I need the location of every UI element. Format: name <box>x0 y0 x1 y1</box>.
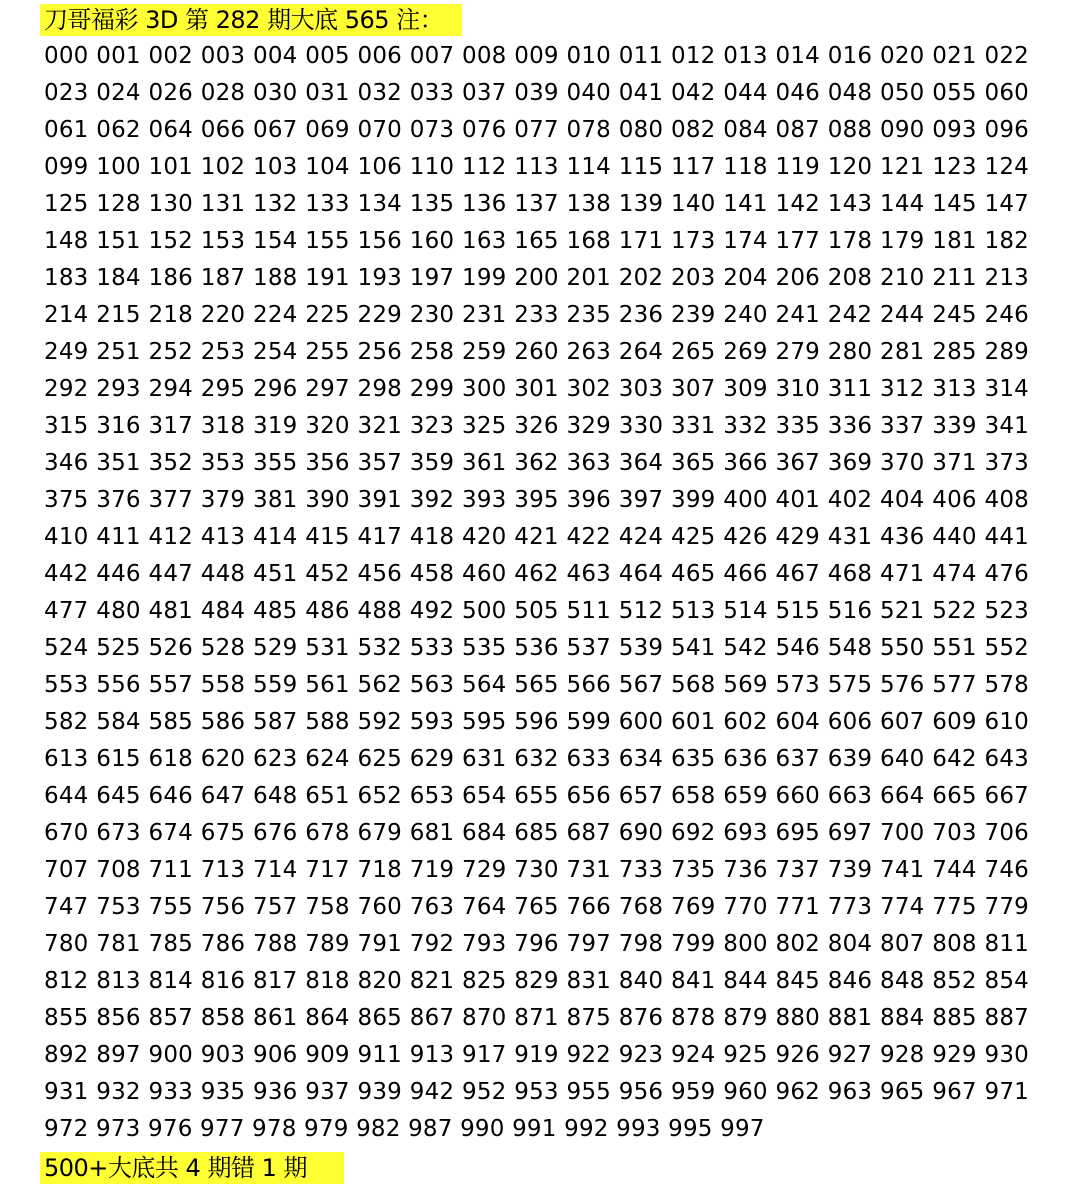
number-row: 855 856 857 858 861 864 865 867 870 871 875 876 878 879 880 881 884 885 887 <box>44 1005 1029 1031</box>
number-row: 644 645 646 647 648 651 652 653 654 655 656 657 658 659 660 663 664 665 667 <box>44 783 1029 809</box>
number-row: 346 351 352 353 355 356 357 359 361 362 363 364 365 366 367 369 370 371 373 <box>44 450 1029 476</box>
number-row: 613 615 618 620 623 624 625 629 631 632 633 634 635 636 637 639 640 642 643 <box>44 746 1029 772</box>
number-row: 315 316 317 318 319 320 321 323 325 326 329 330 331 332 335 336 337 339 341 <box>44 413 1029 439</box>
footer-note: 500+大底共 4 期错 1 期 <box>40 1152 344 1184</box>
number-row: 442 446 447 448 451 452 456 458 460 462 463 464 465 466 467 468 471 474 476 <box>44 561 1029 587</box>
number-row: 931 932 933 935 936 937 939 942 952 953 955 956 959 960 962 963 965 967 971 <box>44 1079 1029 1105</box>
number-row: 000 001 002 003 004 005 006 007 008 009 010 011 012 013 014 016 020 021 022 <box>44 43 1029 69</box>
number-row: 148 151 152 153 154 155 156 160 163 165 168 171 173 174 177 178 179 181 182 <box>44 228 1029 254</box>
number-row: 292 293 294 295 296 297 298 299 300 301 302 303 307 309 310 311 312 313 314 <box>44 376 1029 402</box>
number-row: 183 184 186 187 188 191 193 197 199 200 201 202 203 204 206 208 210 211 213 <box>44 265 1029 291</box>
number-row: 023 024 026 028 030 031 032 033 037 039 040 041 042 044 046 048 050 055 060 <box>44 80 1029 106</box>
number-row: 670 673 674 675 676 678 679 681 684 685 687 690 692 693 695 697 700 703 706 <box>44 820 1029 846</box>
number-row: 477 480 481 484 485 486 488 492 500 505 511 512 513 514 515 516 521 522 523 <box>44 598 1029 624</box>
page-title: 刀哥福彩 3D 第 282 期大底 565 注： <box>40 4 462 36</box>
number-row: 099 100 101 102 103 104 106 110 112 113 114 115 117 118 119 120 121 123 124 <box>44 154 1029 180</box>
number-row: 582 584 585 586 587 588 592 593 595 596 599 600 601 602 604 606 607 609 610 <box>44 709 1029 735</box>
number-row: 214 215 218 220 224 225 229 230 231 233 235 236 239 240 241 242 244 245 246 <box>44 302 1029 328</box>
number-row: 125 128 130 131 132 133 134 135 136 137 138 139 140 141 142 143 144 145 147 <box>44 191 1029 217</box>
number-row: 375 376 377 379 381 390 391 392 393 395 396 397 399 400 401 402 404 406 408 <box>44 487 1029 513</box>
number-row: 061 062 064 066 067 069 070 073 076 077 078 080 082 084 087 088 090 093 096 <box>44 117 1029 143</box>
number-row: 410 411 412 413 414 415 417 418 420 421 422 424 425 426 429 431 436 440 441 <box>44 524 1029 550</box>
number-row: 892 897 900 903 906 909 911 913 917 919 922 923 924 925 926 927 928 929 930 <box>44 1042 1029 1068</box>
number-row: 780 781 785 786 788 789 791 792 793 796 797 798 799 800 802 804 807 808 811 <box>44 931 1029 957</box>
number-row: 812 813 814 816 817 818 820 821 825 829 831 840 841 844 845 846 848 852 854 <box>44 968 1029 994</box>
number-row: 747 753 755 756 757 758 760 763 764 765 766 768 769 770 771 773 774 775 779 <box>44 894 1029 920</box>
number-row: 972 973 976 977 978 979 982 987 990 991 992 993 995 997 <box>44 1116 765 1142</box>
number-list <box>44 38 1044 1148</box>
number-row: 249 251 252 253 254 255 256 258 259 260 263 264 265 269 279 280 281 285 289 <box>44 339 1029 365</box>
number-row: 707 708 711 713 714 717 718 719 729 730 731 733 735 736 737 739 741 744 746 <box>44 857 1029 883</box>
number-row: 553 556 557 558 559 561 562 563 564 565 566 567 568 569 573 575 576 577 578 <box>44 672 1029 698</box>
number-row: 524 525 526 528 529 531 532 533 535 536 537 539 541 542 546 548 550 551 552 <box>44 635 1029 661</box>
